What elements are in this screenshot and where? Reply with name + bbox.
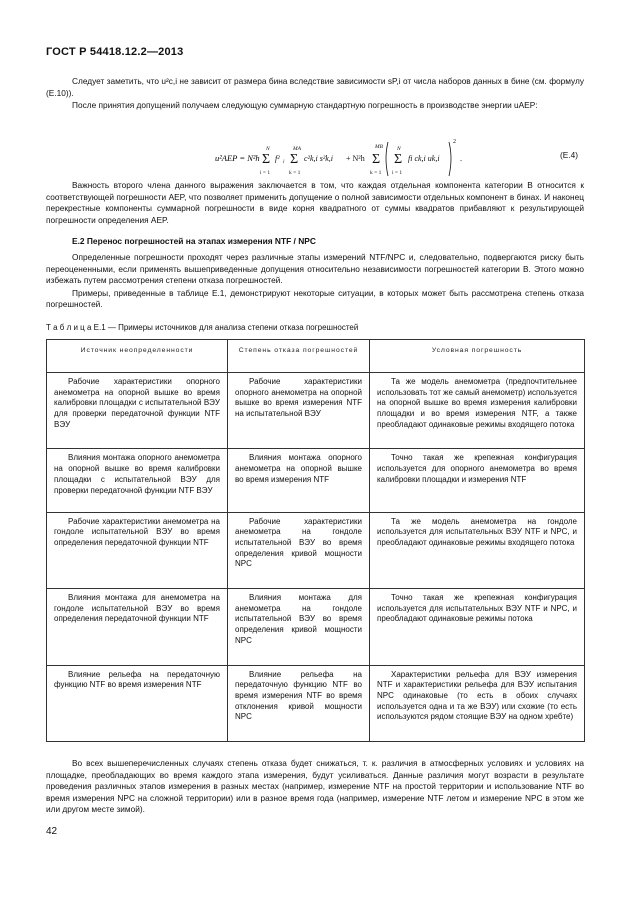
- svg-text:MA: MA: [293, 146, 301, 152]
- intro-paragraph-1: Следует заметить, что u²c,i не зависит от размера бина вследствие зависимости sP,i от числа наборов данных в бине (см. формулу (Е.10)).: [46, 76, 584, 98]
- table-cell: Характеристики рельефа для ВЭУ измерения NTF и характеристики рельефа для ВЭУ испытания NPC одинаковые (то есть в обоих случаях используется одна и та же ВЭУ) или схожие (то есть используются рядом стоящие ВЭУ на одном хребте): [370, 665, 585, 741]
- svg-text:k = 1: k = 1: [289, 170, 301, 176]
- table-cell: Влияния монтажа для анемометра на гондоле испытательной ВЭУ во время определения передаточной функции NTF: [47, 589, 228, 665]
- table-caption-prefix: Т а б л и ц а: [46, 323, 92, 332]
- svg-text:Σ: Σ: [394, 152, 403, 167]
- formula-sums: [260, 139, 462, 176]
- table-cell: Влияние рельефа на передаточную функцию NTF во время измерения NTF во время отклонения кривой мощности NPC: [228, 665, 370, 741]
- table-header-conditional: Условная погрешность: [370, 340, 585, 373]
- svg-text:.: .: [460, 154, 462, 163]
- page-number: 42: [46, 826, 58, 837]
- table-row: [47, 589, 585, 665]
- section-paragraph-1: Определенные погрешности проходят через различные этапы измерений NTF/NPC и, следовательно, подвергаются риску быть переоцененными, если применять вышеприведенные допущения относительно независимости погрешностей категории В. Этого можно избежать путем рассмотрения степени отказа погрешностей.: [46, 252, 584, 286]
- table-cell: Точно такая же крепежная конфигурация используется для опорного анемометра во время калибровки площадки и измерения NTF: [370, 449, 585, 512]
- section-heading: Е.2 Перенос погрешностей на этапах измерения NTF / NPC: [72, 236, 316, 246]
- svg-text:2: 2: [453, 139, 456, 145]
- table-cell: Рабочие характеристики анемометра на гондоле испытательной ВЭУ во время определения кривой мощности NPC: [228, 512, 370, 588]
- closing-block: [46, 758, 584, 816]
- formula-e4: [150, 134, 490, 180]
- table-caption-text: Е.1 — Примеры источников для анализа степени отказа погрешностей: [93, 323, 359, 332]
- closing-paragraph: Во всех вышеперечисленных случаях степень отказа будет снижаться, т. к. различия в атмосферных условиях и условиях на площадке, преобладающих во время каждого этапа измерения, будут усиливаться. Данные различия могут возрасти в результате проведения различных этапов измерения в разных местах (например, измерение NTF на простой территории и использование NTF во время измерения NPC на сложной территории) или в разное время года (например, измерение NTF летом и измерение NPC в этом же или другом месте зимой).: [46, 758, 584, 815]
- svg-text:N: N: [397, 146, 401, 152]
- section-paragraph-2: Примеры, приведенные в таблице Е.1, демонстрируют некоторые ситуации, в которых может быть рассмотрена степень отказа погрешностей.: [46, 287, 584, 310]
- uncertainty-table: [46, 339, 585, 742]
- svg-text:fi ck,i uk,i: fi ck,i uk,i: [408, 154, 440, 163]
- document-header: ГОСТ Р 54418.12.2—2013: [46, 46, 184, 58]
- svg-text:i: i: [283, 159, 285, 165]
- svg-text:N: N: [266, 146, 270, 152]
- table-cell: Рабочие характеристики опорного анемометра на опорной вышке во время измерения NTF на испытательной ВЭУ: [228, 373, 370, 449]
- table-cell: Та же модель анемометра (предпочтительнее использовать тот же самый анемометр) используется на опорной вышке во время измерения калибровки площадки и во время измерения NTF, а также преобладают одинаковые режимы входящего потока: [370, 373, 585, 449]
- equation-number: (Е.4): [560, 150, 578, 160]
- table-cell: Рабочие характеристики опорного анемометра на опорной вышке во время калибровки площадки с испытательной ВЭУ для проверки передаточной функции NTF ВЭУ: [47, 373, 228, 449]
- after-formula-block: [46, 180, 584, 226]
- svg-text:Σ: Σ: [372, 152, 381, 167]
- formula-lhs: u²AEP = N²h: [215, 153, 260, 163]
- intro-paragraph-2: После принятия допущений получаем следующую суммарную стандартную погрешность в производстве энергии uAEP:: [72, 100, 538, 111]
- table-row: [47, 512, 585, 588]
- svg-text:+ N²h: + N²h: [346, 154, 365, 163]
- svg-text:c²k,i s²k,i: c²k,i s²k,i: [304, 154, 334, 163]
- svg-text:k = 1: k = 1: [370, 170, 382, 176]
- table-row: [47, 665, 585, 741]
- table-cell: Влияние рельефа на передаточную функцию NTF во время измерения NTF: [47, 665, 228, 741]
- table-header-source: Источник неопределенности: [47, 340, 228, 373]
- svg-text:i = 1: i = 1: [392, 170, 403, 176]
- svg-text:MB: MB: [375, 144, 383, 150]
- table-cell: Рабочие характеристики анемометра на гондоле испытательной ВЭУ во время определения передаточной функции NTF: [47, 512, 228, 588]
- svg-text:Σ: Σ: [262, 152, 271, 167]
- table-cell: Влияния монтажа для анемометра на гондоле испытательной ВЭУ во время определения кривой мощности NPC: [228, 589, 370, 665]
- table-caption: [46, 323, 358, 332]
- table-cell: Влияния монтажа опорного анемометра на опорной вышке во время измерения NTF: [228, 449, 370, 512]
- after-formula-paragraph: Важность второго члена данного выражения заключается в том, что каждая отдельная компонента категории В относится к соответствующей погрешности AEP, что позволяет применить допущение о полной зависимости отдельных компонент в бинах. И наконец перекрестные компоненты суммарной погрешности в виде корня квадратного от суммы квадратов прибавляют к результирующей погрешности определения AEP.: [46, 180, 584, 225]
- table-row: [47, 449, 585, 512]
- table-header-correlation: Степень отказа погрешностей: [228, 340, 370, 373]
- section-block: [46, 252, 584, 311]
- svg-text:Σ: Σ: [290, 152, 299, 167]
- svg-text:f²: f²: [275, 154, 280, 163]
- intro-block: [46, 76, 584, 112]
- svg-text:i = 1: i = 1: [260, 170, 271, 176]
- table-header-row: [47, 340, 585, 373]
- table-row: [47, 373, 585, 449]
- table-cell: Точно такая же крепежная конфигурация используется для испытательных ВЭУ NTF и NPC, и преобладают одинаковые режимы потока: [370, 589, 585, 665]
- table-cell: Та же модель анемометра на гондоле используется для испытательных ВЭУ NTF и NPC, и преобладают одинаковые режимы входящего потока: [370, 512, 585, 588]
- table-cell: Влияния монтажа опорного анемометра на опорной вышке во время калибровки площадки с испытательной ВЭУ для проверки передаточной функции NTF ВЭУ: [47, 449, 228, 512]
